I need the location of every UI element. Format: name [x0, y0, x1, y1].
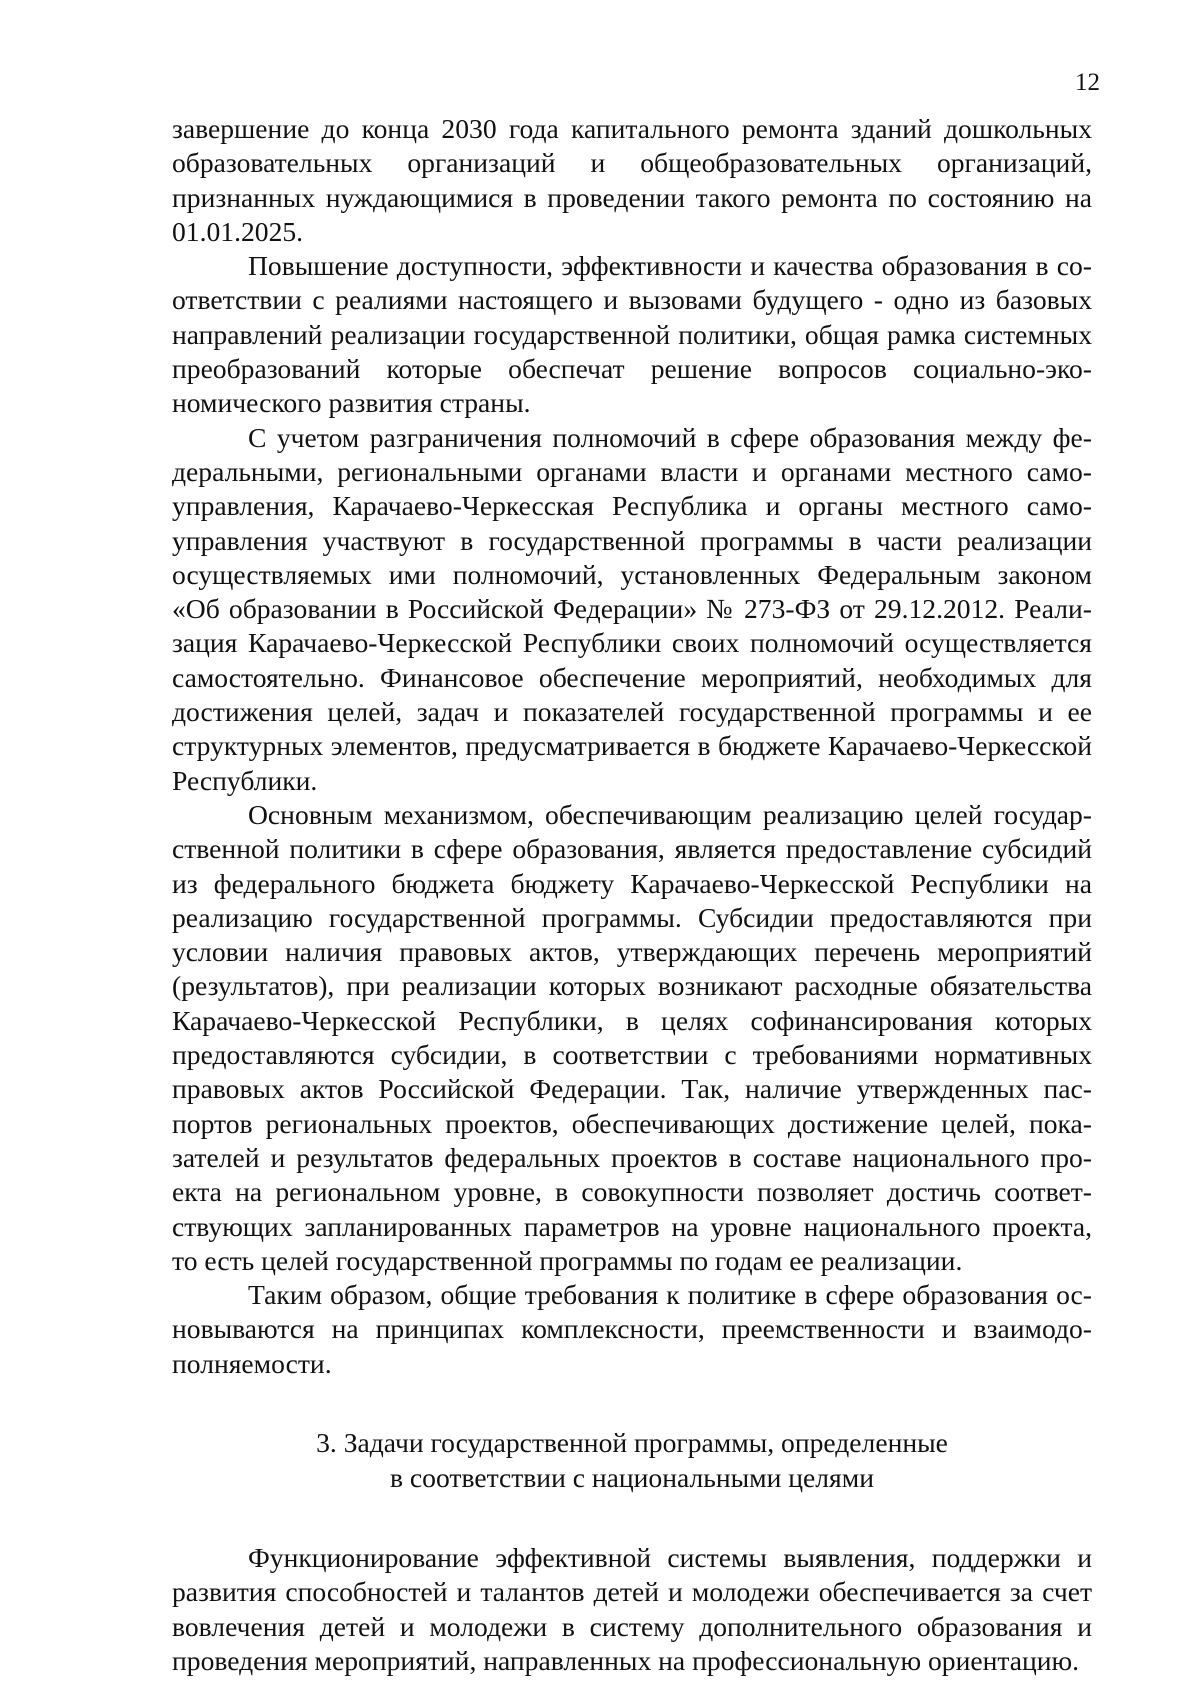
- page-number: 12: [1075, 69, 1100, 96]
- section-heading-line-1: 3. Задачи государственной программы, определенные: [316, 1426, 948, 1458]
- paragraph-main-mechanism: Основным механизмом, обеспечивающим реализацию целей государственной политики в сфере образования, является предоставление субсидий из федерального бюджета бюджету Карачаево-Черкесской Республики на реализацию государственной программы. Субсидии предоставляются при условии наличия правовых актов, утверждающих перечень мероприятий (результатов), при реализации которых возникают расходные обязательства Карачаево-Черкесской Республики, в целях софинансирования которых предоставляются субсидии, в соответствии с требованиями нормативных правовых актов Российской Федерации. Так, наличие утвержденных паспортов региональных проектов, обеспечивающих достижение целей, показателей и результатов федеральных проектов в составе национального проекта на региональном уровне, в совокупности позволяет достичь соответствующих запланированных параметров на уровне национального проекта, то есть целей государственной программы по годам ее реализации.: [172, 798, 1092, 1276]
- paragraph-authority-division: С учетом разграничения полномочий в сфере образования между федеральными, региональными органами власти и органами местного самоуправления, Карачаево-Черкесская Республика и органы местного самоуправления участвуют в государственной программы в части реализации осуществляемых ими полномочий, установленных Федеральным законом «Об образовании в Российской Федерации» № 273-ФЗ от 29.12.2012. Реализация Карачаево-Черкесской Республики своих полномочий осуществляется самостоятельно. Финансовое обеспечение мероприятий, необходимых для достижения целей, задач и показателей государственной программы и ее структурных элементов, предусматривается в бюджете Карачаево-Черкесской Республики.: [172, 421, 1092, 796]
- document-body: [172, 112, 1092, 1678]
- paragraph-conclusion: Таким образом, общие требования к политике в сфере образования основываются на принципах комплексности, преемственности и взаимодополняемости.: [172, 1279, 1092, 1379]
- section-heading: [172, 1425, 1092, 1495]
- section-heading-line-2: в соответствии с национальными целями: [390, 1461, 874, 1493]
- paragraph-continuation: завершение до конца 2030 года капитального ремонта зданий дошкольных образовательных организаций и общеобразовательных организаций, признанных нуждающимися в проведении такого ремонта по состоянию на 01.01.2025.: [172, 113, 1092, 247]
- section-paragraph: Функционирование эффективной системы выявления, поддержки и развития способностей и талантов детей и молодежи обеспечивается за счет вовлечения детей и молодежи в систему дополнительного образования и проведения мероприятий, направленных на профессиональную ориентацию.: [172, 1541, 1092, 1676]
- paragraph-accessibility: Повышение доступности, эффективности и качества образования в соответствии с реалиями настоящего и вызовами будущего - одно из базовых направлений реализации государственной политики, общая рамка системных преобразований которые обеспечат решение вопросов социально-экономического развития страны.: [172, 250, 1092, 419]
